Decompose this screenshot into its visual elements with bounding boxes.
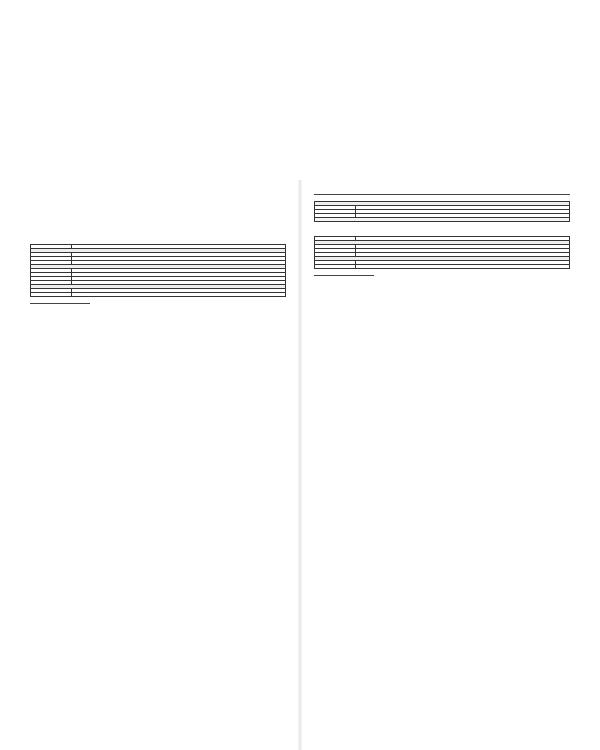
running-head — [314, 192, 570, 195]
table-row — [31, 293, 286, 297]
score-cell — [315, 265, 356, 269]
criteria-table-body — [31, 249, 286, 297]
criteria-table — [30, 244, 286, 297]
footnote-divider — [30, 303, 90, 304]
criteria-table-body — [315, 241, 570, 269]
page-title — [30, 220, 286, 230]
table-row — [315, 265, 570, 269]
criteria-heading — [314, 226, 570, 233]
table-max-score-row — [315, 218, 570, 222]
criterion-cell — [356, 265, 570, 269]
criterion-cell — [72, 293, 286, 297]
criteria-heading — [30, 234, 286, 241]
criteria-table — [314, 236, 570, 269]
score-cell — [31, 293, 72, 297]
continued-criteria-table — [314, 201, 570, 222]
footnote-divider — [314, 275, 374, 276]
continued-criteria-table-body — [315, 202, 570, 222]
max-score-label — [315, 218, 570, 222]
right-page — [300, 0, 600, 750]
